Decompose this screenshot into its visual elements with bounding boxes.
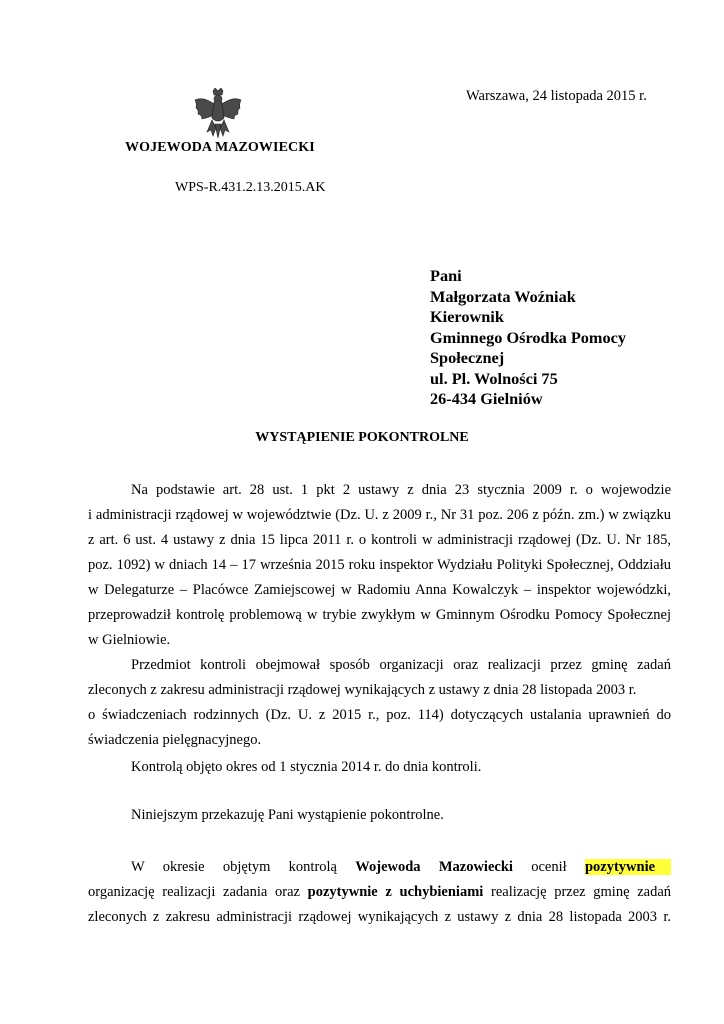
text-line: zleconych z zakresu administracji rządowej wynikających z ustawy z dnia 28 listopada 2003 r. (88, 909, 671, 925)
text-line: zleconych z zakresu administracji rządowej wynikających z ustawy z dnia 28 listopada 2003 r. (88, 682, 637, 698)
text-line: i administracji rządowej w województwie (Dz. U. z 2009 r., Nr 31 poz. 206 z późn. zm.) w związku (88, 507, 671, 523)
text-line: w Gielniowie. (88, 632, 171, 648)
recipient-position: Kierownik (430, 307, 504, 326)
reference-number: WPS-R.431.2.13.2015.AK (175, 180, 326, 195)
bold-assessment: pozytywnie z uchybieniami (307, 884, 484, 900)
recipient-address (430, 266, 626, 410)
recipient-institution-line2: Społecznej (430, 348, 505, 367)
paragraph-transmittal (88, 803, 671, 828)
bold-authority: Wojewoda Mazowiecki (355, 859, 513, 875)
text-line: Na podstawie art. 28 ust. 1 pkt 2 ustawy z dnia 23 stycznia 2009 r. o wojewodzie (131, 482, 671, 498)
paragraph-legal-basis (88, 478, 671, 653)
highlighted-assessment: pozytywnie (585, 859, 671, 875)
text-line: świadczenia pielęgnacyjnego. (88, 732, 262, 748)
issuing-authority: WOJEWODA MAZOWIECKI (125, 140, 315, 155)
text-line: Niniejszym przekazuję Pani wystąpienie pokontrolne. (131, 807, 444, 823)
text-segment: W okresie objętym kontrolą (131, 859, 337, 875)
text-line: Przedmiot kontroli obejmował sposób organizacji oraz realizacji przez gminę zadań (131, 657, 671, 673)
recipient-street: ul. Pl. Wolności 75 (430, 368, 558, 388)
text-line: o świadczeniach rodzinnych (Dz. U. z 2015 r., poz. 114) dotyczących ustalania uprawnień do (88, 707, 671, 723)
text-line: z art. 6 ust. 4 ustawy z dnia 15 lipca 2011 r. o kontroli w administracji rządowej (Dz. U. Nr 185, (88, 532, 671, 548)
text-segment: realizację przez gminę zadań (491, 884, 672, 900)
recipient-name: Małgorzata Woźniak (430, 286, 576, 306)
paragraph-period (88, 755, 671, 780)
document-title: WYSTĄPIENIE POKONTROLNE (255, 430, 469, 445)
text-line: poz. 1092) w dniach 14 – 17 września 2015 roku inspektor Wydziału Polityki Społecznej, Oddziału (88, 557, 671, 573)
paragraph-assessment (88, 855, 671, 930)
text-line: Kontrolą objęto okres od 1 stycznia 2014 r. do dnia kontroli. (131, 759, 482, 775)
text-line: w Delegaturze – Placówce Zamiejscowej w Radomiu Anna Kowalczyk – inspektor wojewódzki, (88, 582, 671, 598)
recipient-salutation: Pani (430, 266, 462, 285)
text-segment: ocenił (531, 859, 567, 875)
text-line: przeprowadził kontrolę problemową w trybie zwykłym w Gminnym Ośrodku Pomocy Społecznej (88, 607, 671, 623)
polish-eagle-emblem-icon (193, 88, 243, 140)
letter-date: Warszawa, 24 listopada 2015 r. (466, 88, 647, 104)
text-line (88, 855, 671, 880)
recipient-city: 26-434 Gielniów (430, 389, 543, 408)
text-line (88, 880, 671, 905)
text-segment: organizację realizacji zadania oraz (88, 884, 300, 900)
paragraph-scope (88, 653, 671, 753)
recipient-institution-line1: Gminnego Ośrodka Pomocy (430, 327, 626, 347)
